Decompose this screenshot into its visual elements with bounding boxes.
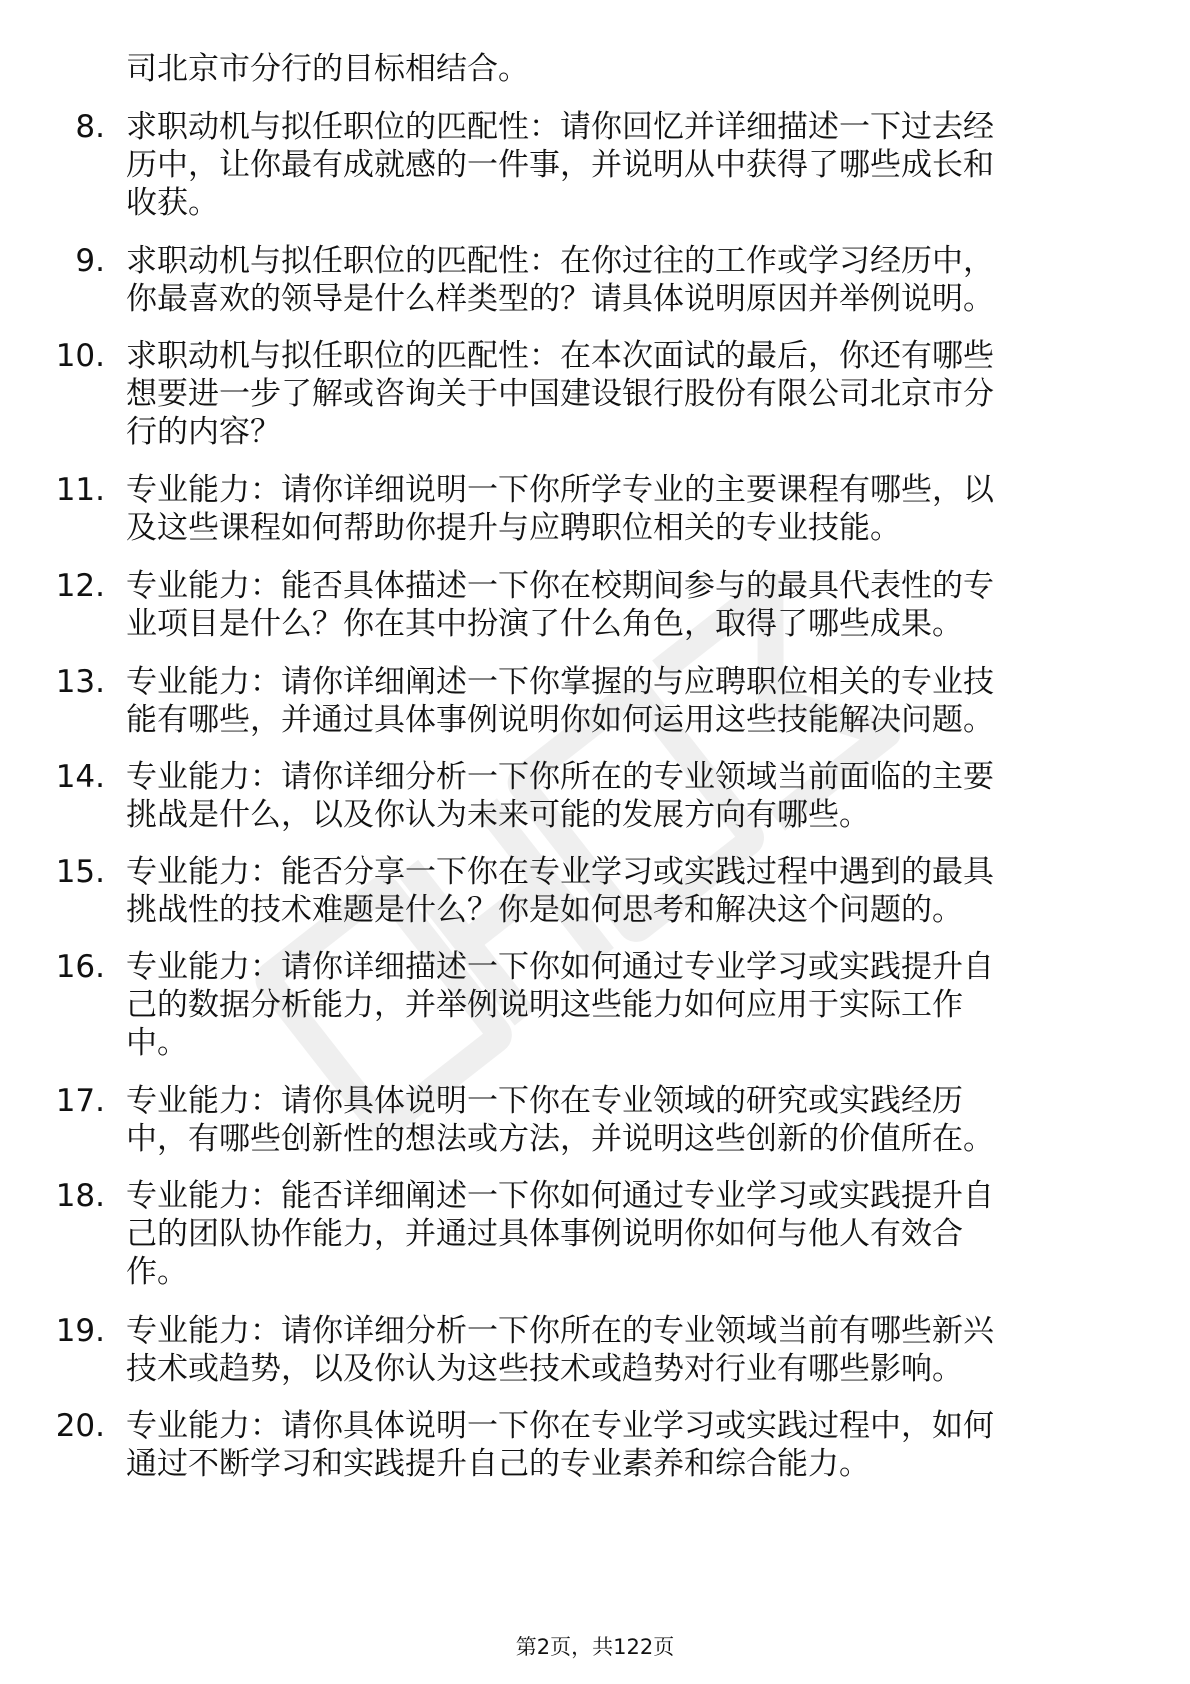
item-text: 专业能力：能否详细阐述一下你如何通过专业学习或实践提升自 己的团队协作能力，并通过具体事例说明你如何与他人有效合 作。 [126,1178,994,1290]
item-number: 18. [55,1178,105,1214]
item-text: 求职动机与拟任职位的匹配性：在本次面试的最后，你还有哪些 想要进一步了解或咨询关于中国建设银行股份有限公司北京市分 行的内容？ [126,338,994,450]
item-number: 17. [55,1083,105,1119]
item-text: 专业能力：能否分享一下你在专业学习或实践过程中遇到的最具 挑战性的技术难题是什么？你是如何思考和解决这个问题的。 [126,854,994,928]
item-text: 专业能力：请你具体说明一下你在专业学习或实践过程中，如何 通过不断学习和实践提升自己的专业素养和综合能力。 [126,1408,994,1482]
page-number: 第2页，共122页 [515,1635,675,1659]
item-number: 20. [55,1408,105,1444]
item-text: 专业能力：请你详细描述一下你如何通过专业学习或实践提升自 己的数据分析能力，并举例说明这些能力如何应用于实际工作 中。 [126,949,994,1061]
item-number: 12. [55,568,105,604]
item-number: 19. [55,1313,105,1349]
continuation-text: 司北京市分行的目标相结合。 [126,51,529,87]
item-text: 专业能力：请你详细说明一下你所学专业的主要课程有哪些，以 及这些课程如何帮助你提升与应聘职位相关的专业技能。 [126,472,994,546]
item-number: 8. [75,109,105,145]
item-text: 求职动机与拟任职位的匹配性：在你过往的工作或学习经历中， 你最喜欢的领导是什么样类型的？请具体说明原因并举例说明。 [126,243,994,317]
item-text: 专业能力：请你详细分析一下你所在的专业领域当前有哪些新兴 技术或趋势，以及你认为这些技术或趋势对行业有哪些影响。 [126,1313,994,1387]
item-text: 专业能力：请你具体说明一下你在专业领域的研究或实践经历 中，有哪些创新性的想法或方法，并说明这些创新的价值所在。 [126,1083,994,1157]
item-text: 专业能力：请你详细阐述一下你掌握的与应聘职位相关的专业技 能有哪些，并通过具体事例说明你如何运用这些技能解决问题。 [126,664,994,738]
item-number: 9. [75,243,105,279]
item-text: 专业能力：能否具体描述一下你在校期间参与的最具代表性的专 业项目是什么？你在其中扮演了什么角色，取得了哪些成果。 [126,568,994,642]
item-text: 专业能力：请你详细分析一下你所在的专业领域当前面临的主要 挑战是什么，以及你认为未来可能的发展方向有哪些。 [126,759,994,833]
item-number: 13. [55,664,105,700]
item-text: 求职动机与拟任职位的匹配性：请你回忆并详细描述一下过去经 历中，让你最有成就感的一件事，并说明从中获得了哪些成长和 收获。 [126,109,994,221]
item-number: 16. [55,949,105,985]
item-number: 14. [55,759,105,795]
item-number: 15. [55,854,105,890]
item-number: 11. [55,472,105,508]
item-number: 10. [55,338,105,374]
